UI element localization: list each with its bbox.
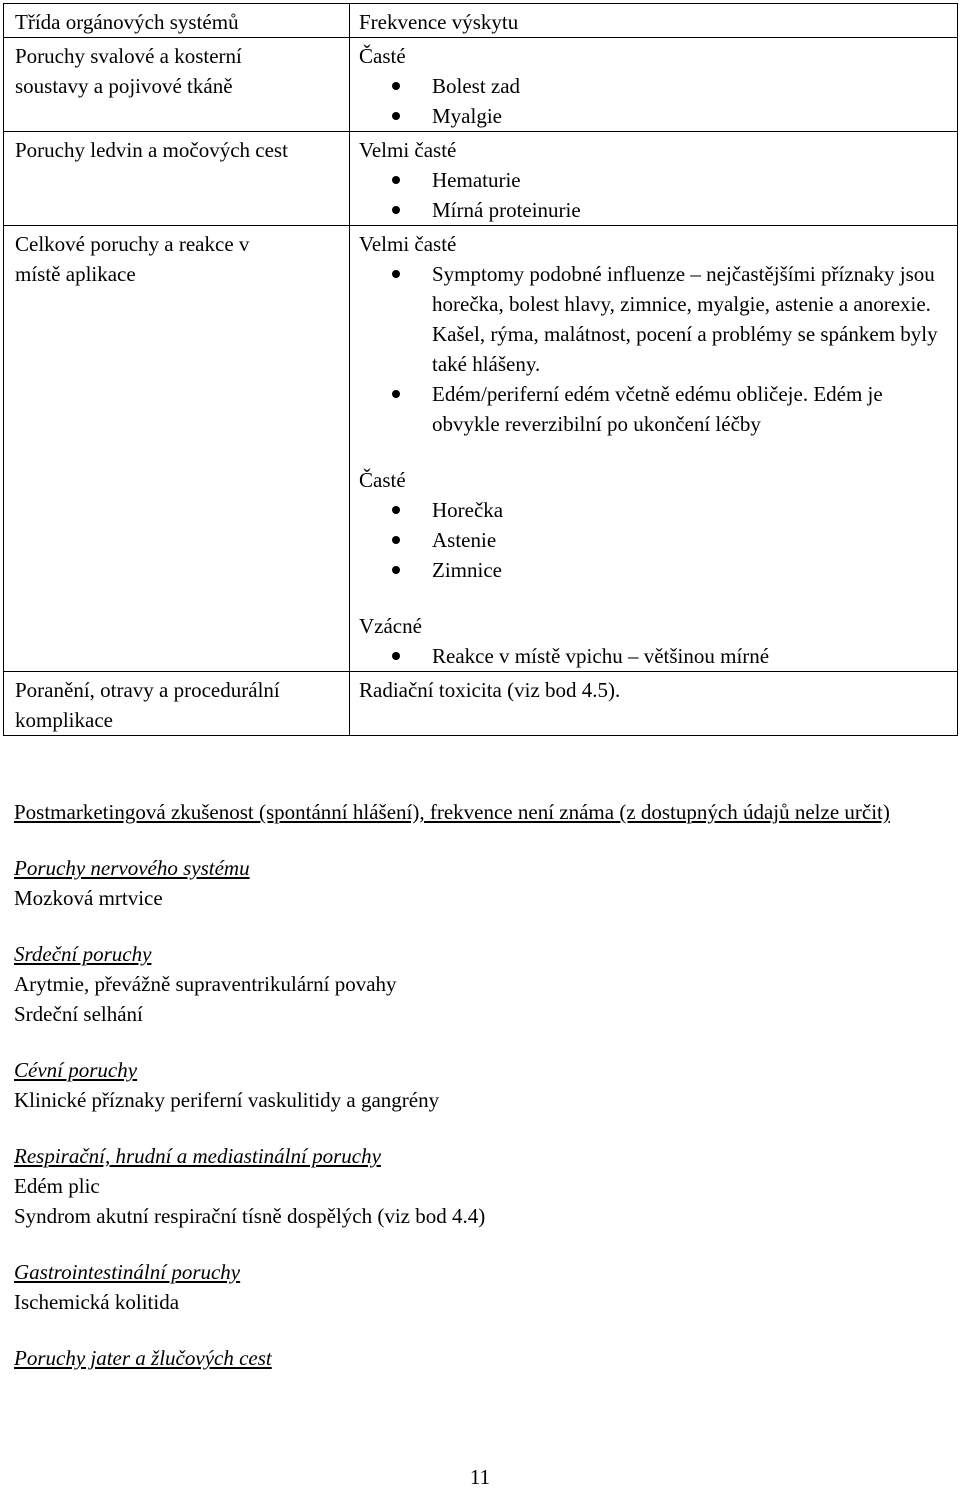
list-item: Reakce v místě vpichu – většinou mírné [432, 641, 957, 671]
frequency-cell [350, 38, 958, 132]
header-organ-class [4, 4, 350, 38]
soc-section [14, 1141, 948, 1231]
soc-section [14, 1055, 948, 1115]
list-item: Zimnice [432, 555, 957, 585]
organ-class-text: Celkové poruchy a reakce v místě aplikace [15, 232, 250, 286]
organ-class-text: Poranění, otravy a procedurální komplikace [15, 678, 280, 732]
table-row [4, 132, 958, 226]
soc-title: Cévní poruchy [14, 1058, 138, 1082]
postmarketing-section [14, 797, 948, 1373]
frequency-cell [350, 672, 958, 736]
frequency-label: Velmi časté [359, 232, 457, 256]
soc-title: Poruchy jater a žlučových cest [14, 1346, 272, 1370]
organ-class-text: Poruchy svalové a kosterní soustavy a pojivové tkáně [15, 44, 242, 98]
soc-section [14, 1343, 948, 1373]
soc-line: Syndrom akutní respirační tísně dospělých (viz bod 4.4) [14, 1204, 486, 1228]
soc-line: Arytmie, převážně supraventrikulární povahy [14, 972, 397, 996]
list-item: Myalgie [432, 101, 957, 131]
bullet-list [359, 71, 957, 131]
table-row [4, 226, 958, 672]
cell-text: Radiační toxicita (viz bod 4.5). [359, 678, 621, 702]
soc-section [14, 853, 948, 913]
soc-line: Srdeční selhání [14, 1002, 143, 1026]
table-row [4, 38, 958, 132]
organ-cell [4, 38, 350, 132]
list-item: Edém/periferní edém včetně edému obličeje. Edém je obvykle reverzibilní po ukončení léčby [432, 379, 912, 439]
list-item: Hematurie [432, 165, 957, 195]
bullet-list [359, 495, 957, 585]
soc-line: Edém plic [14, 1174, 100, 1198]
frequency-label: Velmi časté [359, 138, 457, 162]
list-item: Horečka [432, 495, 957, 525]
adverse-effects-table-full [3, 3, 958, 736]
organ-class-text: Poruchy ledvin a močových cest [15, 138, 288, 162]
bullet-list [359, 165, 957, 225]
soc-line: Klinické příznaky periferní vaskulitidy a gangrény [14, 1088, 440, 1112]
bullet-list [359, 259, 957, 439]
list-item: Bolest zad [432, 71, 957, 101]
organ-cell [4, 672, 350, 736]
header-col2-text: Frekvence výskytu [359, 10, 519, 34]
frequency-cell [350, 132, 958, 226]
list-item: Symptomy podobné influenze – nejčastějšími příznaky jsou horečka, bolest hlavy, zimnice, myalgie, astenie a anorexie. Kašel, rýma, malátnost, pocení a problémy se spánkem byly také hlášeny. [432, 259, 951, 379]
table-header-row [4, 4, 958, 38]
soc-title: Poruchy nervového systému [14, 856, 250, 880]
header-col1-text: Třída orgánových systémů [15, 10, 239, 34]
organ-cell [4, 132, 350, 226]
soc-title: Srdeční poruchy [14, 942, 152, 966]
frequency-label: Časté [359, 468, 406, 492]
page-number: 11 [469, 1465, 491, 1489]
frequency-label: Časté [359, 44, 406, 68]
list-item: Astenie [432, 525, 957, 555]
frequency-cell [350, 226, 958, 672]
soc-section [14, 1257, 948, 1317]
soc-title: Gastrointestinální poruchy [14, 1260, 241, 1284]
soc-line: Ischemická kolitida [14, 1290, 180, 1314]
list-item: Mírná proteinurie [432, 195, 957, 225]
table-row [4, 672, 958, 736]
soc-section [14, 939, 948, 1029]
postmarketing-heading: Postmarketingová zkušenost (spontánní hlášení), frekvence není známa (z dostupných údajů nelze určit) [14, 800, 890, 824]
organ-cell [4, 226, 350, 672]
bullet-list [359, 641, 957, 671]
frequency-label: Vzácné [359, 614, 422, 638]
soc-line: Mozková mrtvice [14, 886, 163, 910]
soc-title: Respirační, hrudní a mediastinální poruchy [14, 1144, 381, 1168]
header-frequency [350, 4, 958, 38]
